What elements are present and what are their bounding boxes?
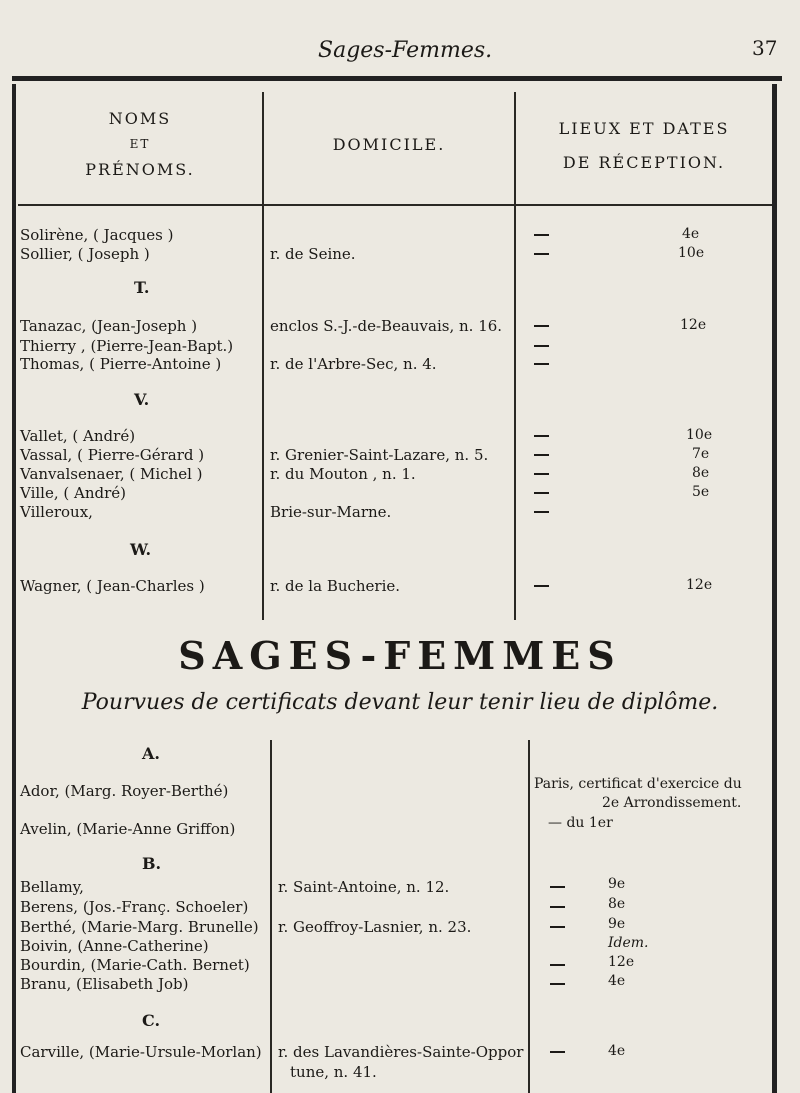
certificate-note-line2: 2e Arrondissement. bbox=[602, 795, 742, 811]
column-divider bbox=[528, 740, 530, 1093]
row-domicile: r. Geoffroy-Lasnier, n. 23. bbox=[278, 918, 472, 936]
row-name: Sollier, ( Joseph ) bbox=[20, 245, 150, 263]
row-name: Boivin, (Anne-Catherine) bbox=[20, 937, 209, 955]
letter-heading: C. bbox=[142, 1011, 161, 1030]
row-rank: 4e bbox=[682, 226, 700, 242]
row-name: Carville, (Marie-Ursule-Morlan) bbox=[20, 1043, 262, 1061]
letter-heading: B. bbox=[142, 854, 162, 873]
row-domicile: Brie-sur-Marne. bbox=[270, 503, 392, 521]
row-rank: 10e bbox=[678, 245, 705, 261]
row-domicile: r. de la Bucherie. bbox=[270, 577, 401, 595]
column-divider bbox=[514, 92, 516, 620]
row-name: Vassal, ( Pierre-Gérard ) bbox=[20, 446, 205, 464]
row-name: Bellamy, bbox=[20, 878, 84, 896]
header-domicile: DOMICILE. bbox=[332, 135, 446, 154]
row-name: Branu, (Elisabeth Job) bbox=[20, 975, 189, 993]
row-domicile: r. du Mouton , n. 1. bbox=[270, 465, 416, 483]
row-rank: 8e bbox=[692, 465, 710, 481]
row-domicile: r. de l'Arbre-Sec, n. 4. bbox=[270, 355, 437, 373]
certificate-note-line3: — du 1er bbox=[548, 815, 613, 831]
row-domicile: r. de Seine. bbox=[270, 245, 356, 263]
ditto-dash bbox=[534, 473, 549, 475]
row-name: Avelin, (Marie-Anne Griffon) bbox=[20, 820, 236, 838]
header-reception-line2: DE RÉCEPTION. bbox=[562, 153, 726, 172]
right-border bbox=[772, 84, 777, 1093]
row-name: Villeroux, bbox=[20, 503, 93, 521]
row-rank: 7e bbox=[692, 446, 710, 462]
ditto-dash bbox=[534, 253, 549, 255]
ditto-dash bbox=[550, 983, 565, 985]
row-rank: 5e bbox=[692, 484, 710, 500]
running-title: Sages-Femmes. bbox=[318, 38, 493, 63]
certificate-note-line1: Paris, certificat d'exercice du bbox=[534, 776, 742, 792]
row-rank: 10e bbox=[686, 427, 713, 443]
letter-heading: W. bbox=[130, 540, 152, 559]
row-domicile: enclos S.-J.-de-Beauvais, n. 16. bbox=[270, 317, 503, 335]
letter-heading: V. bbox=[134, 390, 150, 409]
row-rank: 4e bbox=[608, 973, 626, 989]
row-name: Vanvalsenaer, ( Michel ) bbox=[20, 465, 203, 483]
left-border bbox=[12, 84, 16, 1093]
row-domicile-continued: tune, n. 41. bbox=[290, 1063, 377, 1081]
section-title: SAGES-FEMMES bbox=[178, 633, 622, 678]
row-name: Wagner, ( Jean-Charles ) bbox=[20, 577, 205, 595]
ditto-dash bbox=[534, 435, 549, 437]
header-names-line3: PRÉNOMS. bbox=[85, 160, 195, 179]
row-name: Thierry , (Pierre-Jean-Bapt.) bbox=[20, 337, 234, 355]
row-name: Bourdin, (Marie-Cath. Bernet) bbox=[20, 956, 250, 974]
row-name: Vallet, ( André) bbox=[20, 427, 136, 445]
row-name: Berthé, (Marie-Marg. Brunelle) bbox=[20, 918, 259, 936]
ditto-dash bbox=[534, 511, 549, 513]
ditto-dash bbox=[534, 345, 549, 347]
header-rule bbox=[18, 204, 772, 206]
row-rank: 9e bbox=[608, 876, 626, 892]
ditto-dash bbox=[534, 492, 549, 494]
ditto-dash bbox=[534, 325, 549, 327]
ditto-dash bbox=[550, 926, 565, 928]
column-divider bbox=[270, 740, 272, 1093]
row-rank: 4e bbox=[608, 1043, 626, 1059]
ditto-dash bbox=[550, 906, 565, 908]
page-number: 37 bbox=[752, 36, 778, 60]
letter-heading: T. bbox=[134, 278, 150, 297]
column-divider bbox=[262, 92, 264, 620]
row-domicile: r. Grenier-Saint-Lazare, n. 5. bbox=[270, 446, 489, 464]
row-domicile: r. des Lavandières-Sainte-Oppor bbox=[278, 1043, 524, 1061]
row-rank: 12e bbox=[608, 954, 635, 970]
ditto-dash bbox=[550, 886, 565, 888]
row-name: Thomas, ( Pierre-Antoine ) bbox=[20, 355, 222, 373]
row-name: Solirène, ( Jacques ) bbox=[20, 226, 174, 244]
ditto-dash bbox=[534, 234, 549, 236]
row-rank: 12e bbox=[680, 317, 707, 333]
row-rank: 12e bbox=[686, 577, 713, 593]
top-rule bbox=[12, 76, 782, 81]
header-names-line2: ET bbox=[129, 137, 151, 151]
row-rank: 9e bbox=[608, 916, 626, 932]
row-name: Ador, (Marg. Royer-Berthé) bbox=[20, 782, 229, 800]
section-subtitle: Pourvues de certificats devant leur tenir lieu de diplôme. bbox=[81, 690, 719, 715]
ditto-dash bbox=[534, 585, 549, 587]
row-domicile: r. Saint-Antoine, n. 12. bbox=[278, 878, 450, 896]
header-reception bbox=[518, 112, 770, 180]
header-names bbox=[20, 104, 260, 184]
row-name: Berens, (Jos.-Franç. Schoeler) bbox=[20, 898, 249, 916]
row-rank: Idem. bbox=[608, 935, 649, 951]
ditto-dash bbox=[534, 454, 549, 456]
ditto-dash bbox=[550, 964, 565, 966]
header-reception-line1: LIEUX ET DATES bbox=[558, 119, 730, 138]
letter-heading: A. bbox=[142, 744, 160, 763]
ditto-dash bbox=[550, 1051, 565, 1053]
header-names-line1: NOMS bbox=[108, 109, 172, 128]
ditto-dash bbox=[534, 363, 549, 365]
row-name: Ville, ( André) bbox=[20, 484, 126, 502]
row-rank: 8e bbox=[608, 896, 626, 912]
row-name: Tanazac, (Jean-Joseph ) bbox=[20, 317, 198, 335]
